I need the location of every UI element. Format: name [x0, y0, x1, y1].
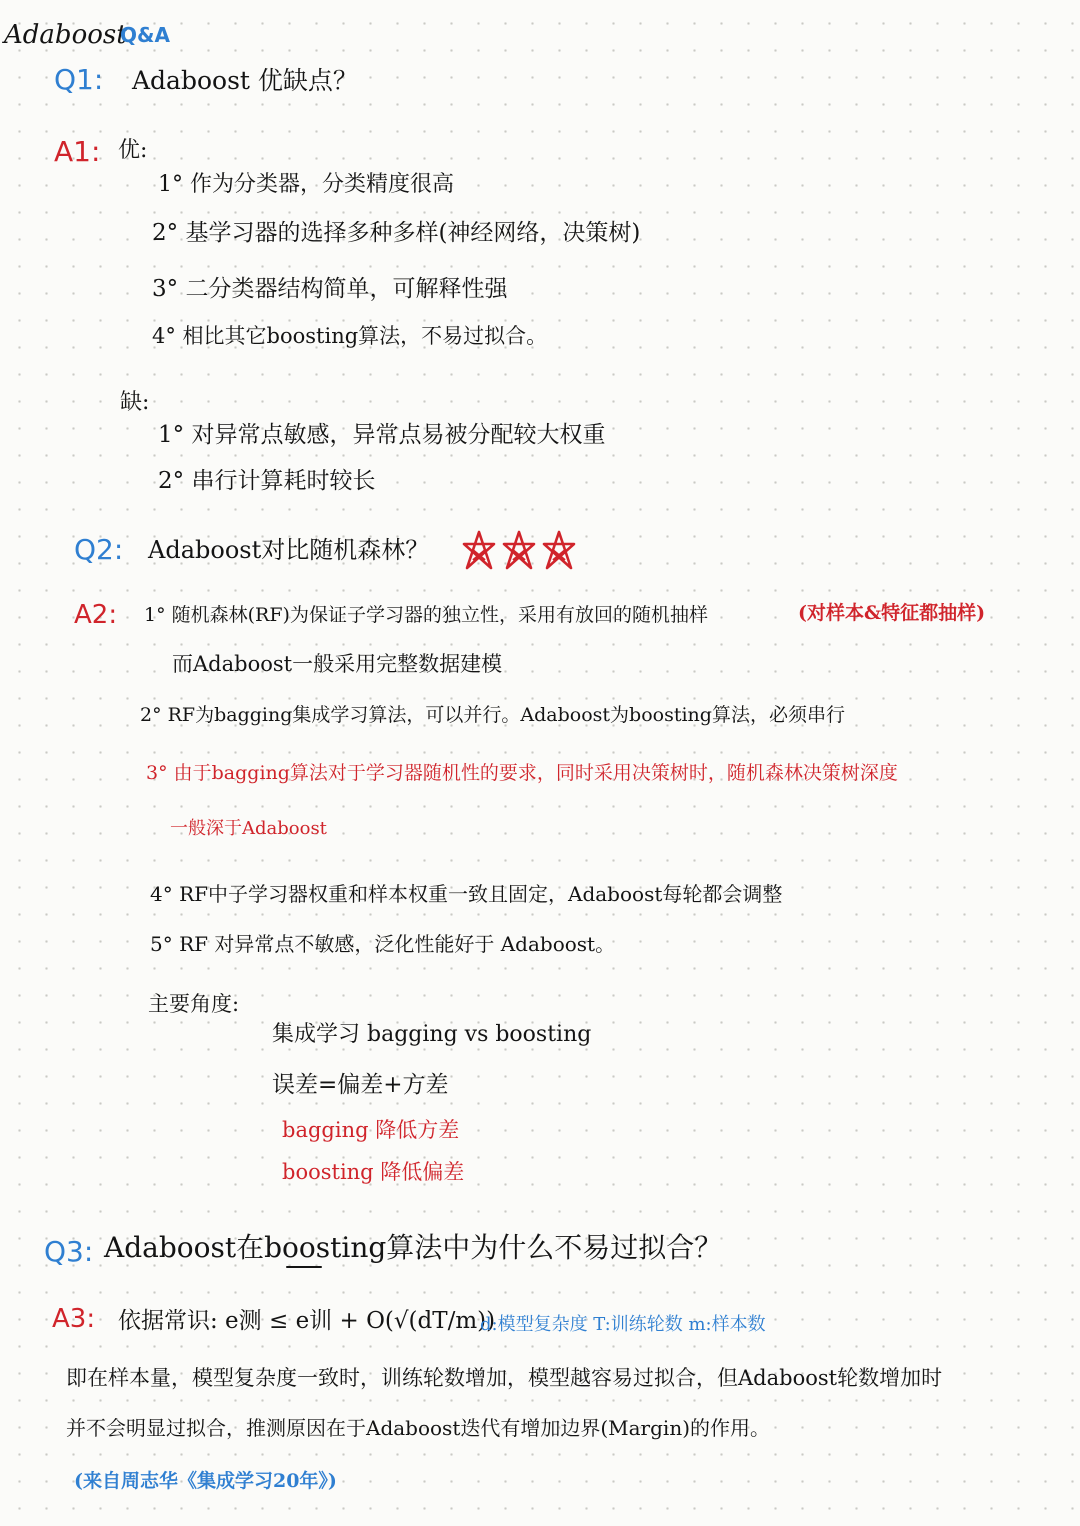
formula-legend: d:模型复杂度 T:训练轮数 m:样本数 — [480, 1314, 766, 1335]
a2-point-1-cont: 而Adaboost一般采用完整数据建模 — [172, 652, 503, 676]
angle-item-4: boosting 降低偏差 — [282, 1160, 465, 1184]
angle-item-3: bagging 降低方差 — [282, 1118, 460, 1142]
pro-item-1: 1° 作为分类器，分类精度很高 — [158, 172, 454, 197]
pro-item-3: 3° 二分类器结构简单，可解释性强 — [152, 276, 508, 302]
a2-point-2: 2° RF为bagging集成学习算法，可以并行。Adaboost为boosting算法，必须串行 — [140, 704, 845, 726]
a2-point-3: 3° 由于bagging算法对于学习器随机性的要求，同时采用决策树时，随机森林决策树深度 — [146, 762, 898, 784]
cons-label: 缺: — [120, 390, 150, 415]
con-item-1: 1° 对异常点敏感，异常点易被分配较大权重 — [158, 422, 606, 448]
importance-stars — [462, 530, 576, 572]
a2-point-5: 5° RF 对异常点不敏感，泛化性能好于 Adaboost。 — [150, 932, 616, 956]
generalization-formula: 依据常识: e测 ≤ e训 + O(√(dT/m)) — [118, 1308, 496, 1334]
qa-tag: Q&A — [120, 23, 170, 47]
q3-label: Q3: — [44, 1235, 94, 1268]
a2-point-4: 4° RF中子学习器权重和样本权重一致且固定，Adaboost每轮都会调整 — [150, 882, 783, 906]
pros-label: 优: — [118, 138, 148, 163]
a2-label: A2: — [74, 600, 118, 630]
a3-label: A3: — [52, 1304, 96, 1334]
a2-point-1: 1° 随机森林(RF)为保证子学习器的独立性，采用有放回的随机抽样 — [144, 604, 708, 626]
angle-item-2: 误差=偏差+方差 — [272, 1072, 449, 1098]
a2-point-1-note: (对样本&特征都抽样) — [798, 602, 986, 624]
q2-label: Q2: — [74, 533, 124, 566]
page-title: Adaboost — [4, 20, 127, 50]
star-icon — [542, 530, 576, 572]
star-icon — [502, 530, 536, 572]
main-angle-label: 主要角度: — [148, 992, 240, 1016]
a1-label: A1: — [54, 135, 101, 168]
q1-question: Adaboost 优缺点？ — [132, 66, 358, 95]
pro-item-2: 2° 基学习器的选择多种多样(神经网络，决策树) — [152, 220, 641, 246]
a2-point-3-cont: 一般深于Adaboost — [170, 818, 327, 839]
q2-question: Adaboost对比随机森林？ — [148, 536, 430, 564]
a3-explain-2: 并不会明显过拟合，推测原因在于Adaboost迭代有增加边界(Margin)的作用。 — [66, 1416, 771, 1440]
star-icon — [462, 530, 496, 572]
question-underline — [286, 1266, 322, 1268]
q1-label: Q1: — [54, 63, 104, 96]
angle-item-1: 集成学习 bagging vs boosting — [272, 1022, 592, 1047]
con-item-2: 2° 串行计算耗时较长 — [158, 468, 376, 494]
a3-explain-1: 即在样本量，模型复杂度一致时，训练轮数增加，模型越容易过拟合，但Adaboost轮数增加时 — [66, 1366, 943, 1390]
pro-item-4: 4° 相比其它boosting算法，不易过拟合。 — [152, 324, 548, 348]
q3-question: Adaboost在boosting算法中为什么不易过拟合？ — [104, 1231, 723, 1264]
source-citation: (来自周志华《集成学习20年》) — [74, 1470, 337, 1492]
